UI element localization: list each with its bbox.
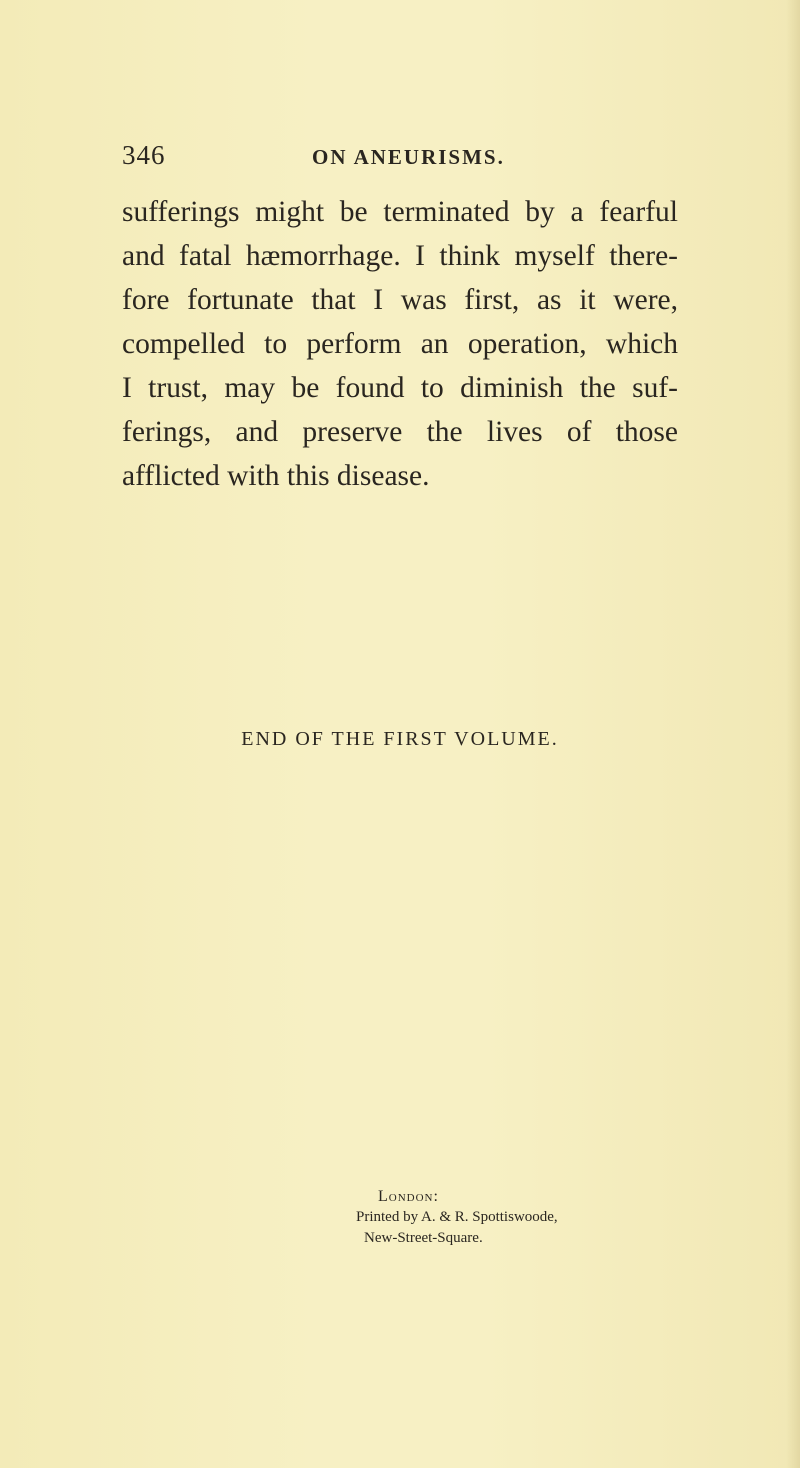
page-number: 346: [122, 140, 166, 170]
text-line: ferings, and preserve the lives of those: [122, 416, 678, 448]
body-paragraph: [122, 190, 678, 498]
text-line: I trust, may be found to diminish the suf-: [122, 372, 678, 404]
printer-imprint: [356, 1186, 656, 1249]
end-of-volume-notice: END OF THE FIRST VOLUME.: [241, 728, 559, 750]
running-head: [122, 140, 682, 180]
text-line: and fatal hæmorrhage. I think myself there-: [122, 240, 678, 272]
imprint-address: New-Street-Square.: [364, 1230, 483, 1246]
running-head-title: ON ANEURISMS.: [312, 145, 505, 169]
text-line: afflicted with this disease.: [122, 460, 430, 492]
text-line: fore fortunate that I was first, as it were,: [122, 284, 678, 316]
imprint-city: London:: [378, 1188, 439, 1205]
text-line: compelled to perform an operation, which: [122, 328, 678, 360]
imprint-printer: Printed by A. & R. Spottiswoode,: [356, 1209, 558, 1225]
text-line: sufferings might be terminated by a fearful: [122, 196, 678, 228]
